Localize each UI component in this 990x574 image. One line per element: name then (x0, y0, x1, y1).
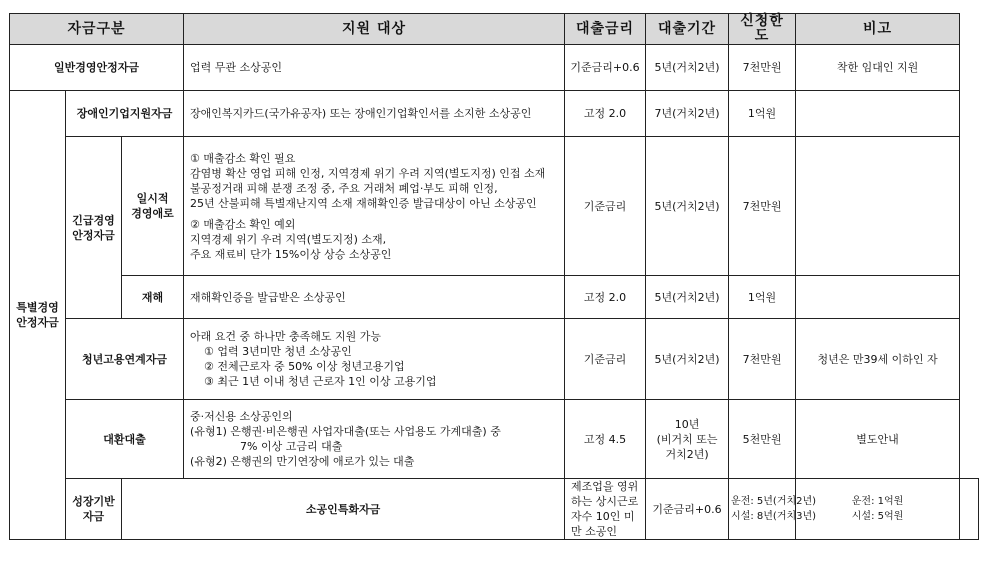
emergency-label-line2: 안정자금 (72, 228, 115, 242)
temporary-label-line1: 일시적 (136, 192, 169, 205)
temporary-limit: 7천만원 (729, 137, 796, 276)
general-period: 5년(거치2년) (646, 45, 729, 91)
disabled-limit: 1억원 (729, 91, 796, 137)
temporary-note (796, 137, 960, 276)
header-target: 지원 대상 (184, 14, 565, 45)
refinance-limit: 5천만원 (729, 400, 796, 479)
temporary-a-line: 25년 산불피해 특별재난지역 소재 재해확인증 발급대상이 아닌 소상공인 (190, 196, 537, 210)
header-fund-type: 자금구분 (10, 14, 184, 45)
general-rate: 기준금리+0.6 (565, 45, 646, 91)
growth-fund-label (66, 479, 122, 540)
temporary-b-line: 주요 재료비 단가 15%이상 상승 소상공인 (190, 247, 392, 261)
special-label-line2: 안정자금 (16, 316, 59, 329)
temporary-a-line: 감염병 확산 영업 피해 인정, 지역경제 위기 우려 지역(별도지정) 인접 소재 (190, 166, 546, 180)
disaster-rate: 고정 2.0 (565, 276, 646, 319)
table-row (10, 45, 979, 91)
disabled-note (796, 91, 960, 137)
header-period: 대출기간 (646, 14, 729, 45)
disaster-limit: 1억원 (729, 276, 796, 319)
growth-rate: 기준금리+0.6 (646, 479, 729, 540)
growth-target: 제조업을 영위하는 상시근로자수 10인 미만 소공인 (565, 479, 646, 540)
disabled-fund-name: 장애인기업지원자금 (66, 91, 184, 137)
youth-rate: 기준금리 (565, 319, 646, 400)
disaster-period: 5년(거치2년) (646, 276, 729, 319)
youth-item: ① 업력 3년미만 청년 소상공인 (204, 345, 352, 358)
youth-fund-name: 청년고용연계자금 (66, 319, 184, 400)
table-row (10, 319, 979, 400)
disaster-label: 재해 (122, 276, 184, 319)
growth-limit-line: 운전: 1억원 (851, 496, 904, 507)
growth-period-line: 시설: 8년(거치3년) (731, 511, 817, 522)
emergency-label-line1: 긴급경영 (72, 213, 115, 227)
table-row (10, 276, 979, 319)
header-limit: 신청한도 (729, 14, 796, 45)
table-row (10, 137, 979, 276)
growth-limit-line: 시설: 5억원 (851, 511, 904, 522)
refinance-period-line: 10년 (674, 417, 700, 431)
refinance-line: 중·저신용 소상공인의 (190, 410, 293, 423)
disabled-target: 장애인복지카드(국가유공자) 또는 장애인기업확인서를 소지한 소상공인 (184, 91, 565, 137)
temporary-a-line: ① 매출감소 확인 필요 (190, 151, 296, 165)
refinance-period-line: 거치2년) (665, 447, 709, 461)
loan-fund-table (9, 13, 979, 540)
youth-item: ② 전체근로자 중 50% 이상 청년고용기업 (204, 360, 405, 373)
special-label-line1: 특별경영 (16, 301, 59, 314)
youth-note: 청년은 만39세 이하인 자 (796, 319, 960, 400)
temporary-label (122, 137, 184, 276)
growth-period (729, 479, 817, 540)
header-row (10, 14, 979, 45)
temporary-target (184, 137, 565, 276)
emergency-fund-label (66, 137, 122, 319)
general-target: 업력 무관 소상공인 (184, 45, 565, 91)
youth-intro: 아래 요건 중 하나만 충족해도 지원 가능 (190, 330, 382, 343)
table-row (10, 400, 979, 479)
temporary-rate: 기준금리 (565, 137, 646, 276)
youth-target (184, 319, 565, 400)
temporary-period: 5년(거치2년) (646, 137, 729, 276)
refinance-period-line: (비거치 또는 (656, 432, 718, 446)
special-fund-label (10, 91, 66, 540)
refinance-line: (유형1) 은행권·비은행권 사업자대출(또는 사업용도 가계대출) 중 (190, 425, 501, 438)
header-rate: 대출금리 (565, 14, 646, 45)
temporary-a-line: 불공정거래 피해 분쟁 조정 중, 주요 거래처 폐업·부도 피해 인정, (190, 181, 498, 195)
refinance-fund-name: 대환대출 (66, 400, 184, 479)
general-limit: 7천만원 (729, 45, 796, 91)
table-row (10, 479, 979, 540)
refinance-period (646, 400, 729, 479)
growth-label-line1: 성장기반 (72, 495, 115, 508)
disabled-period: 7년(거치2년) (646, 91, 729, 137)
disabled-rate: 고정 2.0 (565, 91, 646, 137)
temporary-b-line: 지역경제 위기 우려 지역(별도지정) 소재, (190, 232, 387, 246)
growth-period-line: 운전: 5년(거치2년) (731, 496, 817, 507)
temporary-label-line2: 경영애로 (131, 207, 174, 220)
temporary-b-line: ② 매출감소 확인 예외 (190, 217, 296, 231)
growth-limit (796, 479, 960, 540)
header-note: 비고 (796, 14, 960, 45)
youth-item: ③ 최근 1년 이내 청년 근로자 1인 이상 고용기업 (204, 375, 437, 388)
refinance-rate: 고정 4.5 (565, 400, 646, 479)
disaster-target: 재해확인증을 발급받은 소상공인 (184, 276, 565, 319)
youth-period: 5년(거치2년) (646, 319, 729, 400)
disaster-note (796, 276, 960, 319)
refinance-line: (유형2) 은행권의 만기연장에 애로가 있는 대출 (190, 455, 415, 468)
refinance-note: 별도안내 (796, 400, 960, 479)
refinance-line: 7% 이상 고금리 대출 (240, 440, 343, 453)
general-fund-name: 일반경영안정자금 (10, 45, 184, 91)
youth-limit: 7천만원 (729, 319, 796, 400)
growth-fund-name: 소공인특화자금 (122, 479, 565, 540)
refinance-target (184, 400, 565, 479)
table-row (10, 91, 979, 137)
general-note: 착한 임대인 지원 (796, 45, 960, 91)
growth-note (960, 479, 979, 540)
growth-label-line2: 자금 (82, 510, 105, 523)
